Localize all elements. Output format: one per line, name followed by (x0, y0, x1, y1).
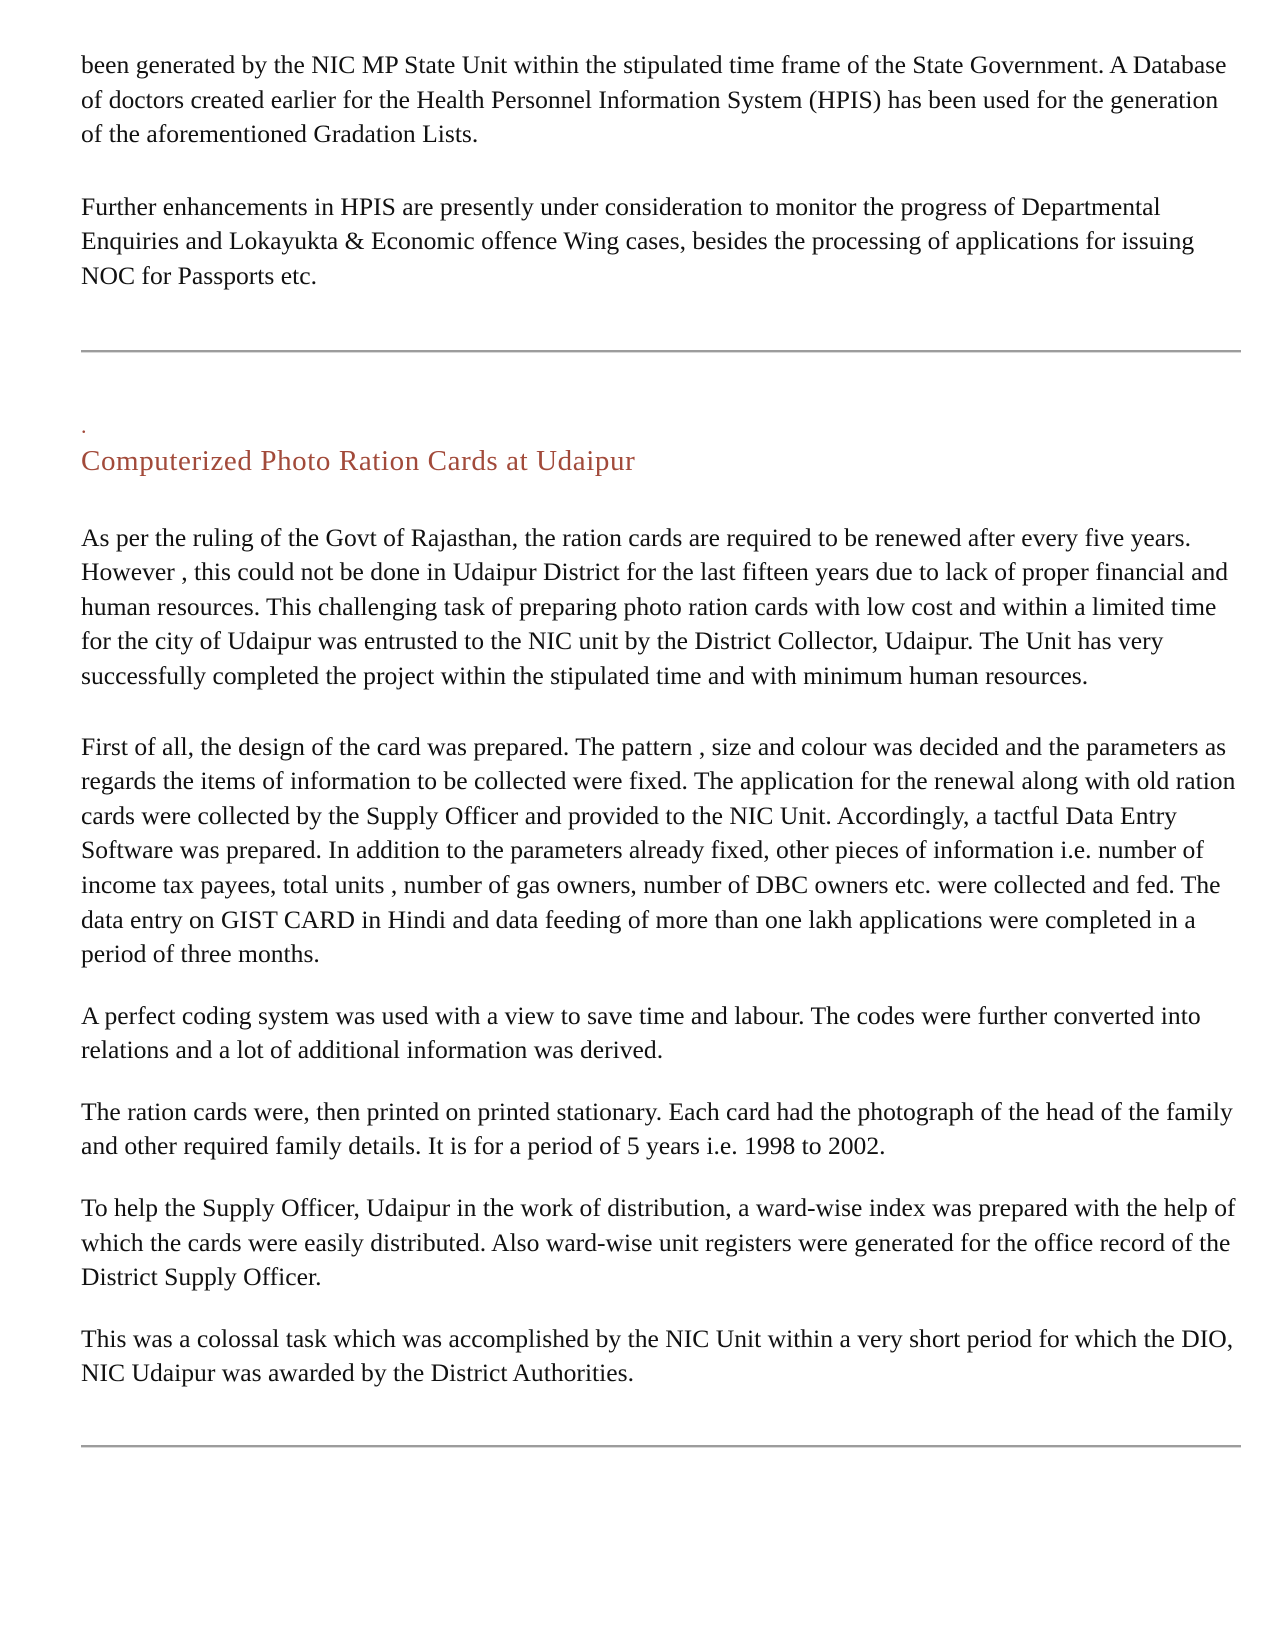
section-divider-top (81, 350, 1241, 353)
article-paragraph-5: To help the Supply Officer, Udaipur in the work of distribution, a ward-wise index was prepared with the help of which the cards were easily distributed. Also ward-wise unit registers were generated for the office record of the District Supply Officer. (81, 1193, 1236, 1292)
article-paragraph-3: A perfect coding system was used with a view to save time and labour. The codes were further converted into relations and a lot of additional information was derived. (81, 1000, 1201, 1065)
intro-paragraph-2: Further enhancements in HPIS are presently under consideration to monitor the progress of Departmental Enquiries and Lokayukta & Economic offence Wing cases, besides the processing of applications for issuing NOC for Passports etc. (81, 191, 1195, 290)
article-paragraph-4: The ration cards were, then printed on printed stationary. Each card had the photograph of the head of the family and other required family details. It is for a period of 5 years i.e. 1998 to 2002. (81, 1096, 1233, 1161)
article-paragraph-6: This was a colossal task which was accomplished by the NIC Unit within a very short period for which the DIO, NIC Udaipur was awarded by the District Authorities. (81, 1323, 1234, 1388)
intro-paragraph-1: been generated by the NIC MP State Unit within the stipulated time frame of the State Government. A Database of doctors created earlier for the Health Personnel Information System (HPIS) has been used for the generation of the aforementioned Gradation Lists. (81, 50, 1227, 149)
section-marker: . (81, 412, 87, 438)
article-paragraph-1: As per the ruling of the Govt of Rajasthan, the ration cards are required to be renewed after every five years. However , this could not be done in Udaipur District for the last fifteen years due to lack of proper financial and human resources. This challenging task of preparing photo ration cards with low cost and within a limited time for the city of Udaipur was entrusted to the NIC unit by the District Collector, Udaipur. The Unit has very successfully completed the project within the stipulated time and with minimum human resources. (81, 522, 1229, 690)
document-page (81, 48, 1241, 1448)
article-paragraph-2: First of all, the design of the card was prepared. The pattern , size and colour was decided and the parameters as regards the items of information to be collected were fixed. The application for the renewal along with old ration cards were collected by the Supply Officer and provided to the NIC Unit. Accordingly, a tactful Data Entry Software was prepared. In addition to the parameters already fixed, other pieces of information i.e. number of income tax payees, total units , number of gas owners, number of DBC owners etc. were collected and fed. The data entry on GIST CARD in Hindi and data feeding of more than one lakh applications were completed in a period of three months. (81, 731, 1236, 969)
section-title: Computerized Photo Ration Cards at Udaipur (81, 444, 636, 477)
section-divider-bottom (81, 1445, 1241, 1448)
